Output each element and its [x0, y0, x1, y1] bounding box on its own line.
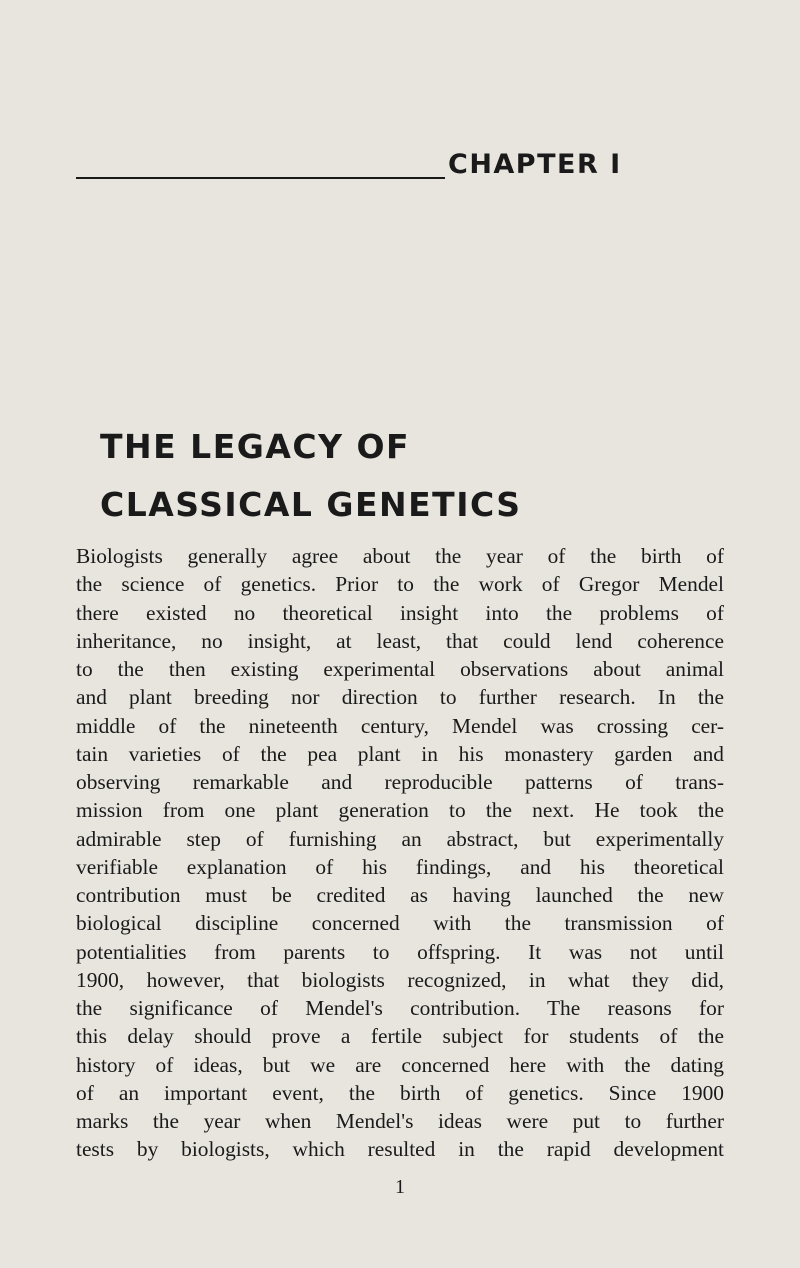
body-line: to the then existing experimental observations about animal	[76, 657, 724, 681]
body-line: middle of the nineteenth century, Mendel was crossing cer-	[76, 713, 724, 738]
page-number: 1	[395, 1176, 405, 1198]
chapter-rule	[76, 177, 445, 179]
body-line: 1900, however, that biologists recognized, in what they did,	[76, 967, 724, 992]
body-line: admirable step of furnishing an abstract, but experimentally	[76, 826, 724, 851]
chapter-title	[100, 418, 720, 534]
body-line: tests by biologists, which resulted in the rapid development	[76, 1137, 724, 1162]
body-line: contribution must be credited as having launched the new	[76, 883, 724, 907]
body-line: observing remarkable and reproducible patterns of trans-	[76, 770, 724, 794]
body-line: the science of genetics. Prior to the work of Gregor Mendel	[76, 572, 724, 597]
body-line: biological discipline concerned with the transmission of	[76, 911, 724, 936]
chapter-title-line-2: CLASSICAL GENETICS	[100, 485, 522, 524]
body-line: tain varieties of the pea plant in his monastery garden and	[76, 741, 724, 766]
chapter-title-line-1: THE LEGACY OF	[100, 427, 411, 466]
body-line: history of ideas, but we are concerned here with the dating	[76, 1052, 724, 1077]
body-line: and plant breeding nor direction to further research. In the	[76, 685, 724, 710]
body-line: mission from one plant generation to the next. He took the	[76, 798, 724, 823]
body-line: Biologists generally agree about the year of the birth of	[76, 544, 724, 568]
body-line: inheritance, no insight, at least, that could lend coherence	[76, 628, 724, 653]
body-line: this delay should prove a fertile subject for students of the	[76, 1024, 724, 1049]
body-line: of an important event, the birth of genetics. Since 1900	[76, 1080, 724, 1105]
body-line: potentialities from parents to offspring. It was not until	[76, 939, 724, 964]
body-paragraph	[76, 542, 724, 1164]
chapter-label: CHAPTER I	[448, 149, 622, 180]
body-line: verifiable explanation of his findings, and his theoretical	[76, 854, 724, 879]
body-line: there existed no theoretical insight into the problems of	[76, 600, 724, 625]
body-line: marks the year when Mendel's ideas were put to further	[76, 1109, 724, 1133]
body-line: the significance of Mendel's contribution. The reasons for	[76, 996, 724, 1020]
